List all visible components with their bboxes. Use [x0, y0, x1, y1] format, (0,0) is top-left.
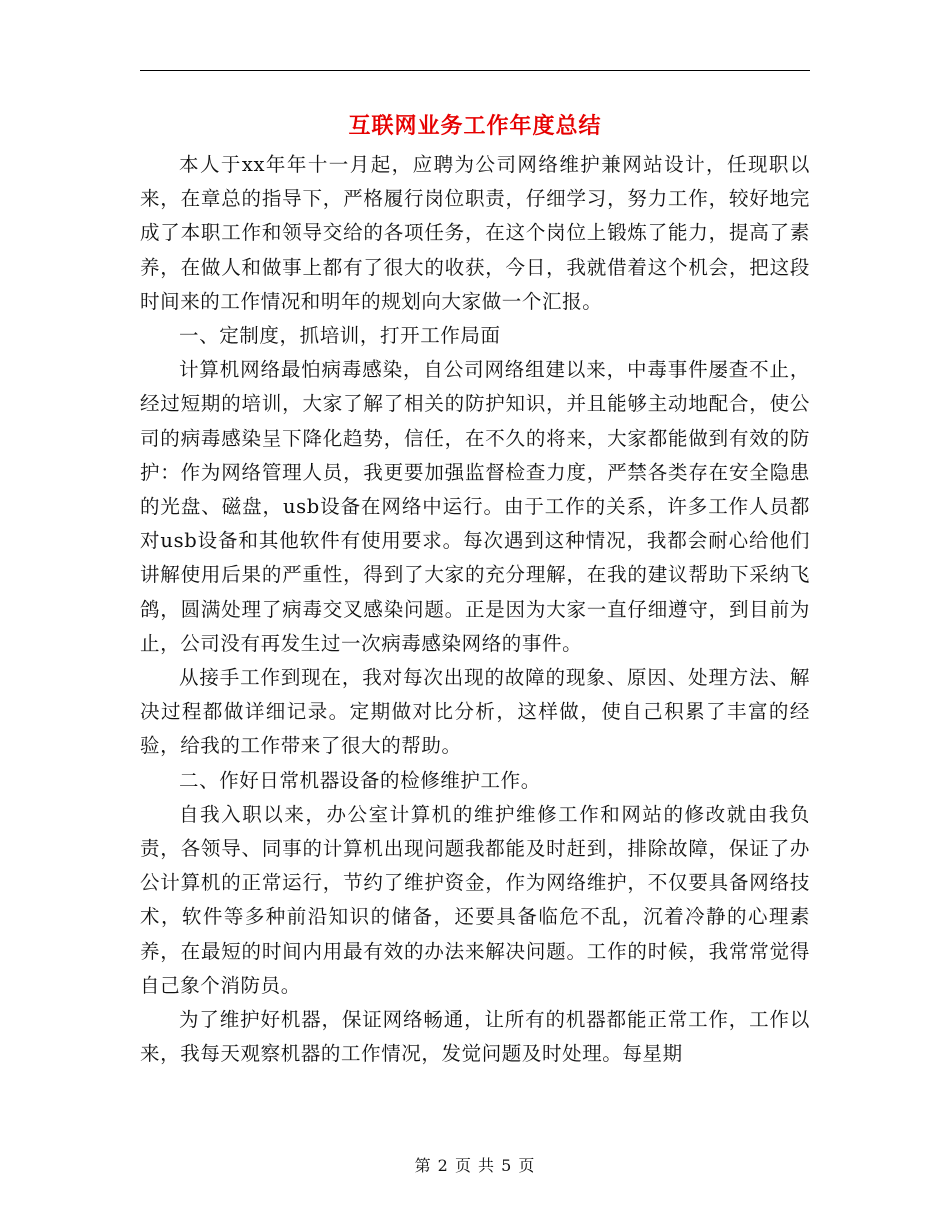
- document-body: [140, 148, 810, 1071]
- paragraph-fault-records: 从接手工作到现在，我对每次出现的故障的现象、原因、处理方法、解决过程都做详细记录。定期做对比分析，这样做，使自己积累了丰富的经验，给我的工作带来了很大的帮助。: [140, 666, 810, 758]
- document-title: 互联网业务工作年度总结: [348, 113, 602, 139]
- paragraph-maintenance: 自我入职以来，办公室计算机的维护维修工作和网站的修改就由我负责，各领导、同事的计算机出现问题我都能及时赶到，排除故障，保证了办公计算机的正常运行，节约了维护资金，作为网络维护，不仅要具备网络技术，软件等多种前沿知识的储备，还要具备临危不乱，沉着冷静的心理素养，在最短的时间内用最有效的办法来解决问题。工作的时候，我常常觉得自己象个消防员。: [140, 802, 810, 997]
- paragraph-intro: 本人于xx年年十一月起，应聘为公司网络维护兼网站设计，任现职以来，在章总的指导下，严格履行岗位职责，仔细学习，努力工作，较好地完成了本职工作和领导交给的各项任务，在这个岗位上锻炼了能力，提高了素养，在做人和做事上都有了很大的收获，今日，我就借着这个机会，把这段时间来的工作情况和明年的规划向大家做一个汇报。: [140, 153, 810, 313]
- header-rule: [140, 70, 810, 71]
- section-heading-1: 一、定制度，抓培训，打开工作局面: [179, 324, 501, 348]
- paragraph-virus-protection: 计算机网络最怕病毒感染，自公司网络组建以来，中毒事件屡查不止，经过短期的培训，大家了解了相关的防护知识，并且能够主动地配合，使公司的病毒感染呈下降化趋势，信任，在不久的将来，大家都能做到有效的防护：作为网络管理人员，我更要加强监督检查力度，严禁各类存在安全隐患的光盘、磁盘，usb设备在网络中运行。由于工作的关系，许多工作人员都对usb设备和其他软件有使用要求。每次遇到这种情况，我都会耐心给他们讲解使用后果的严重性，得到了大家的充分理解，在我的建议帮助下采纳飞鸽，圆满处理了病毒交叉感染问题。正是因为大家一直仔细遵守，到目前为止，公司没有再发生过一次病毒感染网络的事件。: [140, 358, 810, 655]
- section-heading-2: 二、作好日常机器设备的检修维护工作。: [179, 768, 541, 792]
- paragraph-daily-checks: 为了维护好机器，保证网络畅通，让所有的机器都能正常工作，工作以来，我每天观察机器的工作情况，发觉问题及时处理。每星期: [140, 1008, 810, 1066]
- page-number: 第 2 页 共 5 页: [414, 1156, 536, 1175]
